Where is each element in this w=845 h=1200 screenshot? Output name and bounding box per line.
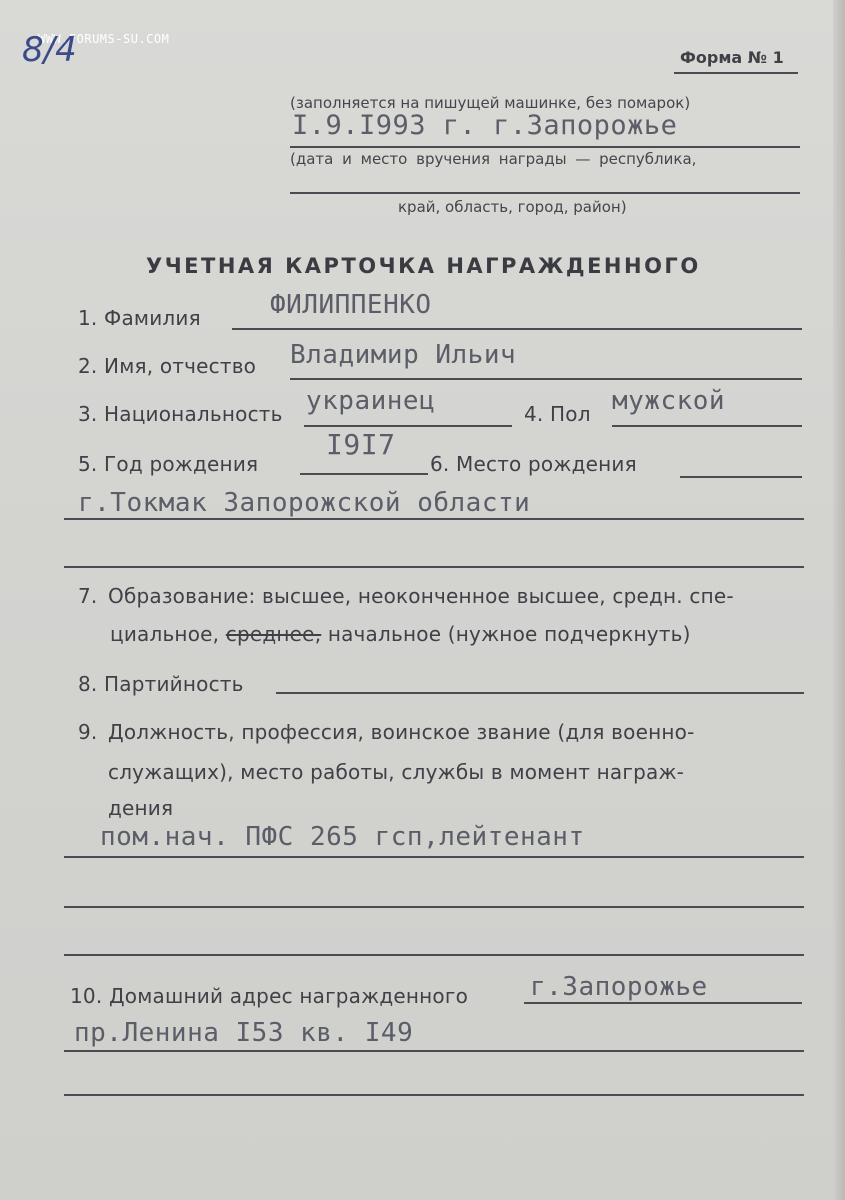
sex-value: мужской [612, 386, 726, 416]
nationality-label: 3. Национальность [78, 402, 283, 426]
position-line-1: Должность, профессия, воинское звание (для военно- [108, 720, 695, 744]
address-value-1: г.Запорожье [530, 972, 708, 1002]
date-place-line-2 [290, 192, 800, 194]
address-line-1 [524, 1002, 802, 1004]
watermark-text: WWW.FORUMS-SU.COM [38, 32, 170, 46]
birth-place-label: 6. Место рождения [430, 452, 637, 476]
birth-year-line [300, 473, 428, 475]
position-line-3: дения [108, 796, 174, 820]
party-label: 8. Партийность [78, 672, 244, 696]
address-label: 10. Домашний адрес награжденного [70, 984, 469, 1008]
card-edge-shadow [833, 0, 845, 1200]
date-place-caption-1: (дата и место вручения награды — республика, [290, 150, 697, 168]
party-line [276, 692, 804, 694]
blank-line-1 [64, 566, 804, 568]
nationality-line [304, 425, 512, 427]
sex-line [612, 425, 802, 427]
education-option-primary: начальное (нужное подчеркнуть) [327, 622, 691, 646]
education-line-2 [110, 622, 691, 646]
surname-value: ФИЛИППЕНКО [270, 290, 432, 320]
surname-label: 1. Фамилия [78, 306, 201, 330]
address-line-3 [64, 1094, 804, 1096]
address-line-2 [64, 1050, 804, 1052]
position-number: 9. [78, 720, 98, 744]
birth-place-line-2 [64, 518, 804, 520]
name-line [290, 378, 802, 380]
position-line-2: служащих), место работы, службы в момент награж- [108, 760, 685, 784]
education-line-1: Образование: высшее, неоконченное высшее, средн. спе- [108, 584, 734, 608]
position-value: пом.нач. ПФС 265 гсп,лейтенант [100, 822, 585, 852]
birth-place-value: г.Токмак Запорожской области [78, 488, 531, 518]
position-line [64, 856, 804, 858]
date-place-line [290, 146, 800, 148]
address-value-2: пр.Ленина I53 кв. I49 [74, 1018, 414, 1048]
birth-year-label: 5. Год рождения [78, 452, 259, 476]
birth-place-line-1 [680, 476, 802, 478]
date-place-caption-2: край, область, город, район) [398, 198, 627, 216]
form-number-underline [674, 72, 798, 74]
blank-line-2 [64, 906, 804, 908]
name-value: Владимир Ильич [290, 340, 517, 370]
education-number: 7. [78, 584, 98, 608]
handwritten-archive-mark: 8/4 [22, 30, 77, 70]
birth-year-value: I9I7 [326, 428, 396, 461]
surname-line [232, 328, 802, 330]
card-title: УЧЕТНАЯ КАРТОЧКА НАГРАЖДЕННОГО [146, 254, 701, 278]
blank-line-3 [64, 954, 804, 956]
nationality-value: украинец [306, 386, 436, 416]
name-label: 2. Имя, отчество [78, 354, 257, 378]
award-date-place-value: I.9.I993 г. г.Запорожье [292, 110, 678, 141]
education-option-specialized: циальное, [110, 622, 220, 646]
fill-instruction: (заполняется на пишущей машинке, без помарок) [290, 94, 691, 112]
sex-label: 4. Пол [524, 402, 591, 426]
form-number: Форма № 1 [680, 48, 784, 67]
education-option-secondary-struck: среднее, [225, 622, 322, 646]
